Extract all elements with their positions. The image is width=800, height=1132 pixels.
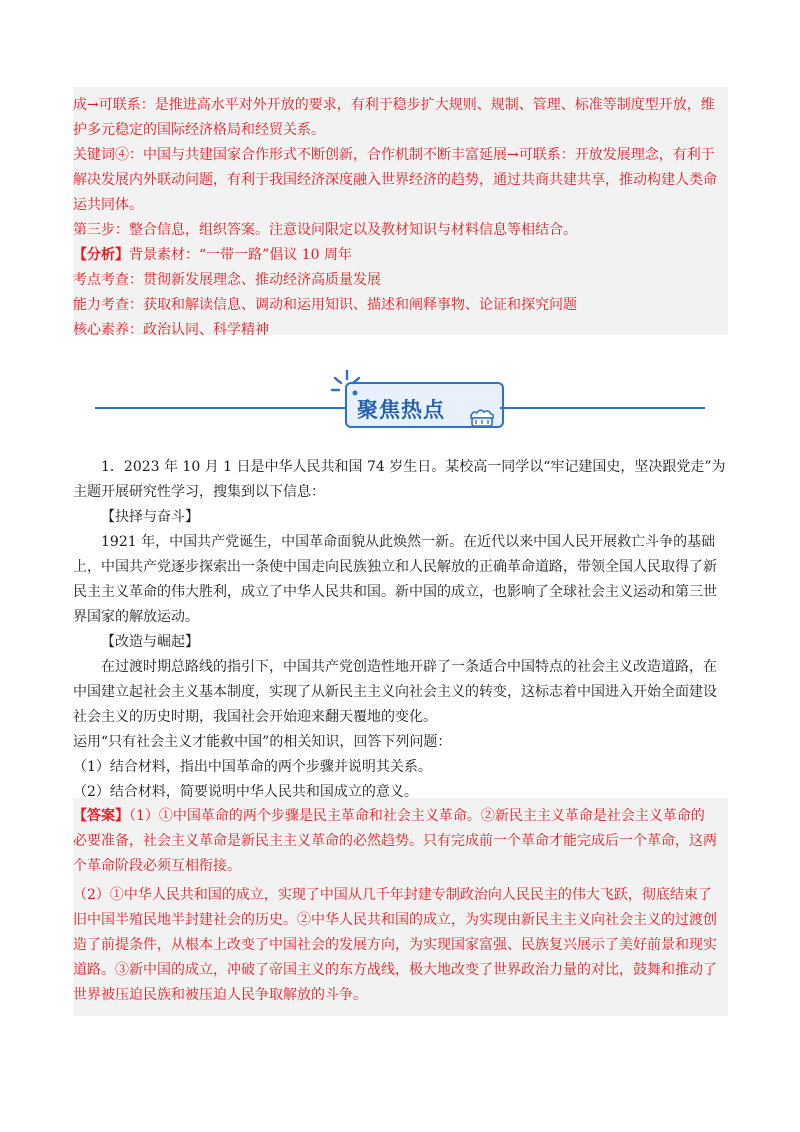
analysis-tag: 【分析】: [73, 247, 129, 263]
answer-q1-start: （1）①中国革命的两个步骤是民主革命和社会主义革命。②新民主主义革命是社会主义革命的: [129, 808, 705, 824]
answer-line: 个革命阶段必须互相衔接。: [73, 858, 241, 874]
section2-line: 中国建立起社会主义基本制度，实现了从新民主主义向社会主义的转变，这标志着中国进入开始全面建设: [73, 684, 717, 700]
section1-line: 民主主义革命的伟大胜利，成立了中华人民共和国。新中国的成立，也影响了全球社会主义运动和第三世: [73, 584, 717, 600]
section2-line: 在过渡时期总路线的指引下，中国共产党创造性地开辟了一条适合中国特点的社会主义改造道路，在: [101, 659, 717, 675]
analysis-line: 成→可联系：是推进高水平对外开放的要求，有利于稳步扩大规则、规制、管理、标准等制度型开放，维: [73, 97, 715, 113]
analysis-line: 解决发展内外联动问题，有利于我国经济深度融入世界经济的趋势，通过共商共建共享，推动构建人类命: [73, 172, 717, 188]
analysis-line: 运共同体。: [73, 197, 143, 213]
analysis-block: [73, 93, 728, 343]
section1-line: 上，中国共产党逐步探索出一条使中国走向民族独立和人民解放的正确革命道路，带领全国人民取得了新: [73, 559, 717, 575]
exam-points-line: 考点考查：贯彻新发展理念、推动经济高质量发展: [73, 272, 381, 288]
answer-block: [73, 804, 728, 1008]
question-2: （2）结合材料，简要说明中华人民共和国成立的意义。: [73, 784, 418, 800]
answer-line: 必要准备，社会主义革命是新民主主义革命的必然趋势。只有完成前一个革命才能完成后一个革命，这两: [73, 833, 717, 849]
banner-line-left: [95, 407, 345, 409]
section2-title: 【改造与崛起】: [101, 634, 199, 650]
question-intro-cont: 主题开展研究性学习，搜集到以下信息：: [73, 484, 325, 500]
answer-line: [73, 804, 728, 829]
question-intro: 1．2023 年 10 月 1 日是中华人民共和国 74 岁生日。某校高一同学以“牢记建国史，坚决跟党走”为: [101, 459, 726, 475]
section2-line: 社会主义的历史时期，我国社会开始迎来翻天覆地的变化。: [73, 709, 437, 725]
question-1: （1）结合材料，指出中国革命的两个步骤并说明其关系。: [73, 759, 432, 775]
answer-line: （2）①中华人民共和国的成立，实现了中国从几千年封建专制政治向人民民主的伟大飞跃，彻底结束了: [73, 887, 712, 903]
ability-line: 能力考查：获取和解读信息、调动和运用知识、描述和阐释事物、论证和探究问题: [73, 297, 577, 313]
section1-title: 【抉择与奋斗】: [101, 509, 199, 525]
section1-line: 1921 年，中国共产党诞生，中国革命面貌从此焕然一新。在近代以来中国人民开展救亡斗争的基础: [101, 534, 716, 550]
analysis-line: 护多元稳定的国际经济格局和经贸关系。: [73, 122, 325, 138]
coffee-cup-icon: [467, 406, 497, 428]
question-prompt: 运用“只有社会主义才能救中国”的相关知识，回答下列问题：: [73, 734, 452, 750]
question-block: [73, 455, 728, 805]
section1-line: 界国家的解放运动。: [73, 609, 199, 625]
answer-tag: 【答案】: [73, 808, 129, 824]
analysis-background-text: 背景素材：“一带一路”倡议 10 周年: [129, 247, 353, 263]
answer-line: 道路。③新中国的成立，冲破了帝国主义的东方战线，极大地改变了世界政治力量的对比，鼓舞和推动了: [73, 962, 717, 978]
section-banner: [95, 368, 705, 438]
banner-title: 聚焦热点: [357, 398, 445, 422]
analysis-line: 关键词④：中国与共建国家合作形式不断创新，合作机制不断丰富延展→可联系：开放发展理念，有利于: [73, 147, 715, 163]
answer-line: 造了前提条件，从根本上改变了中国社会的发展方向，为实现国家富强、民族复兴展示了美好前景和现实: [73, 937, 717, 953]
analysis-line: 第三步：整合信息，组织答案。注意设问限定以及教材知识与材料信息等相结合。: [73, 222, 577, 238]
analysis-background-line: [73, 243, 728, 268]
core-literacy-line: 核心素养：政治认同、科学精神: [73, 322, 269, 338]
banner-line-right: [500, 407, 705, 409]
answer-line: 世界被压迫民族和被压迫人民争取解放的斗争。: [73, 987, 367, 1003]
answer-line: 旧中国半殖民地半封建社会的历史。②中华人民共和国的成立，为实现由新民主主义向社会主义的过渡创: [73, 912, 717, 928]
